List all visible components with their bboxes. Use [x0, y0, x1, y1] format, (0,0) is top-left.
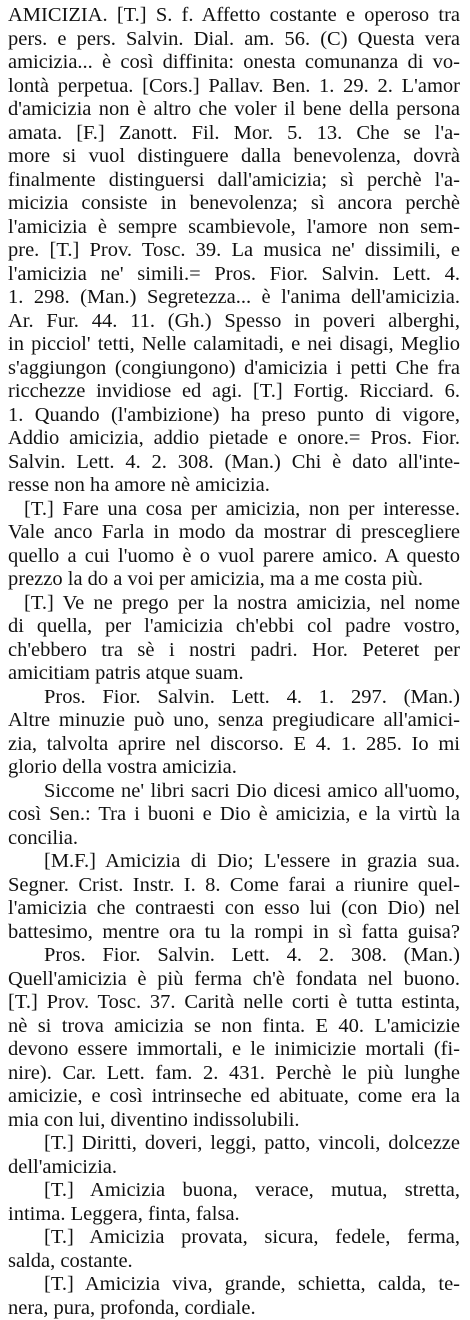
entry-line: Ar. Fur. 44. 11. (Gh.) Spesso in poveri alberghi, — [8, 310, 460, 334]
entry-line: finalmente distinguersi dall'amicizia; sì perchè l'a- — [8, 169, 460, 193]
entry-line: glorio della vostra amicizia. — [8, 756, 460, 780]
entry-line: micizia consiste in benevolenza; sì ancora perchè — [8, 192, 460, 216]
entry-line: quello a cui l'uomo è o vuol parere amico. A questo — [8, 545, 460, 569]
entry-line: amicizie, e così intrinseche ed abituate, come era la — [8, 1085, 460, 1109]
entry-line: l'amicizia ne' simili.= Pros. Fior. Salvin. Lett. 4. — [8, 263, 460, 287]
entry-line: resse non ha amore nè amicizia. — [8, 474, 460, 498]
entry-line: l'amicizia che contraesti con esso lui (con Dio) nel — [8, 897, 460, 921]
entry-line: Pros. Fior. Salvin. Lett. 4. 1. 297. (Man.) — [8, 686, 460, 710]
entry-line: pre. [T.] Prov. Tosc. 39. La musica ne' dissimili, e — [8, 239, 460, 263]
entry-line: Addio amicizia, addio pietade e onore.= Pros. Fior. — [8, 427, 460, 451]
entry-line: intima. Leggera, finta, falsa. — [8, 1203, 460, 1227]
entry-line: l'amicizia è sempre scambievole, l'amore non sem- — [8, 216, 460, 240]
entry-line: Vale anco Farla in modo da mostrar di prescegliere — [8, 521, 460, 545]
entry-line: [M.F.] Amicizia di Dio; L'essere in grazia sua. — [8, 850, 460, 874]
entry-headline: AMICIZIA. [T.] S. f. Affetto costante e operoso tra — [8, 4, 460, 28]
entry-line: pers. e pers. Salvin. Dial. am. 56. (C) Questa vera — [8, 28, 460, 52]
entry-line: [T.] Prov. Tosc. 37. Carità nelle corti è tutta estinta, — [8, 991, 460, 1015]
entry-line: amata. [F.] Zanott. Fil. Mor. 5. 13. Che se l'a- — [8, 122, 460, 146]
entry-line: [T.] Diritti, doveri, leggi, patto, vincoli, dolcezze — [8, 1132, 460, 1156]
entry-line: zia, talvolta aprire nel discorso. E 4. 1. 285. Io mi — [8, 733, 460, 757]
entry-line: nera, pura, profonda, cordiale. — [8, 1297, 460, 1320]
entry-line: devono essere immortali, e le inimicizie mortali (fi- — [8, 1038, 460, 1062]
entry-line: amicizia... è così diffinita: onesta comunanza di vo- — [8, 51, 460, 75]
entry-line: salda, costante. — [8, 1250, 460, 1274]
entry-line: [T.] Amicizia buona, verace, mutua, stretta, — [8, 1179, 460, 1203]
entry-line: [T.] Amicizia provata, sicura, fedele, ferma, — [8, 1226, 460, 1250]
entry-line: s'aggiungon (congiungono) d'amicizia i petti Che fra — [8, 357, 460, 381]
entry-line: dell'amicizia. — [8, 1156, 460, 1180]
entry-line: Quell'amicizia è più ferma ch'è fondata nel buono. — [8, 968, 460, 992]
entry-line: Pros. Fior. Salvin. Lett. 4. 2. 308. (Man.) — [8, 944, 460, 968]
entry-line: ricchezze invidiose ed agi. [T.] Fortig. Ricciard. 6. — [8, 380, 460, 404]
entry-line: 1. Quando (l'ambizione) ha preso punto di vigore, — [8, 404, 460, 428]
entry-line: lontà perpetua. [Cors.] Pallav. Ben. 1. 29. 2. L'amor — [8, 75, 460, 99]
entry-line: prezzo la do a voi per amicizia, ma a me costa più. — [8, 568, 460, 592]
entry-line: concilia. — [8, 827, 460, 851]
entry-line: [T.] Fare una cosa per amicizia, non per interesse. — [8, 498, 460, 522]
entry-line: nire). Car. Lett. fam. 2. 431. Perchè le più lunghe — [8, 1062, 460, 1086]
entry-line: d'amicizia non è altro che voler il bene della persona — [8, 98, 460, 122]
entry-line: nè si trova amicizia se non finta. E 40. L'amicizie — [8, 1015, 460, 1039]
entry-line: Siccome ne' libri sacri Dio dicesi amico all'uomo, — [8, 780, 460, 804]
entry-line: così Sen.: Tra i buoni e Dio è amicizia, e la virtù la — [8, 803, 460, 827]
entry-line: 1. 298. (Man.) Segretezza... è l'anima dell'amicizia. — [8, 286, 460, 310]
entry-line: Altre minuzie può uno, senza pregiudicare all'amici- — [8, 709, 460, 733]
entry-line: Segner. Crist. Instr. I. 8. Come farai a riunire quel- — [8, 874, 460, 898]
entry-line: [T.] Amicizia viva, grande, schietta, calda, te- — [8, 1273, 460, 1297]
entry-line: battesimo, mentre ora tu la rompi in sì fatta guisa? — [8, 921, 460, 945]
entry-line: in picciol' tetti, Nelle calamitadi, e nei disagi, Meglio — [8, 333, 460, 357]
entry-line: di quella, per l'amicizia ch'ebbi col padre vostro, — [8, 615, 460, 639]
entry-line: amicitiam patris atque suam. — [8, 662, 460, 686]
entry-line: Salvin. Lett. 4. 2. 308. (Man.) Chi è dato all'inte- — [8, 451, 460, 475]
entry-line: mia con lui, diventino indissolubili. — [8, 1109, 460, 1133]
entry-line: ch'ebbero tra sè i nostri padri. Hor. Peteret per — [8, 639, 460, 663]
entry-line: [T.] Ve ne prego per la nostra amicizia, nel nome — [8, 592, 460, 616]
entry-line: more si vuol distinguere dalla benevolenza, dovrà — [8, 145, 460, 169]
